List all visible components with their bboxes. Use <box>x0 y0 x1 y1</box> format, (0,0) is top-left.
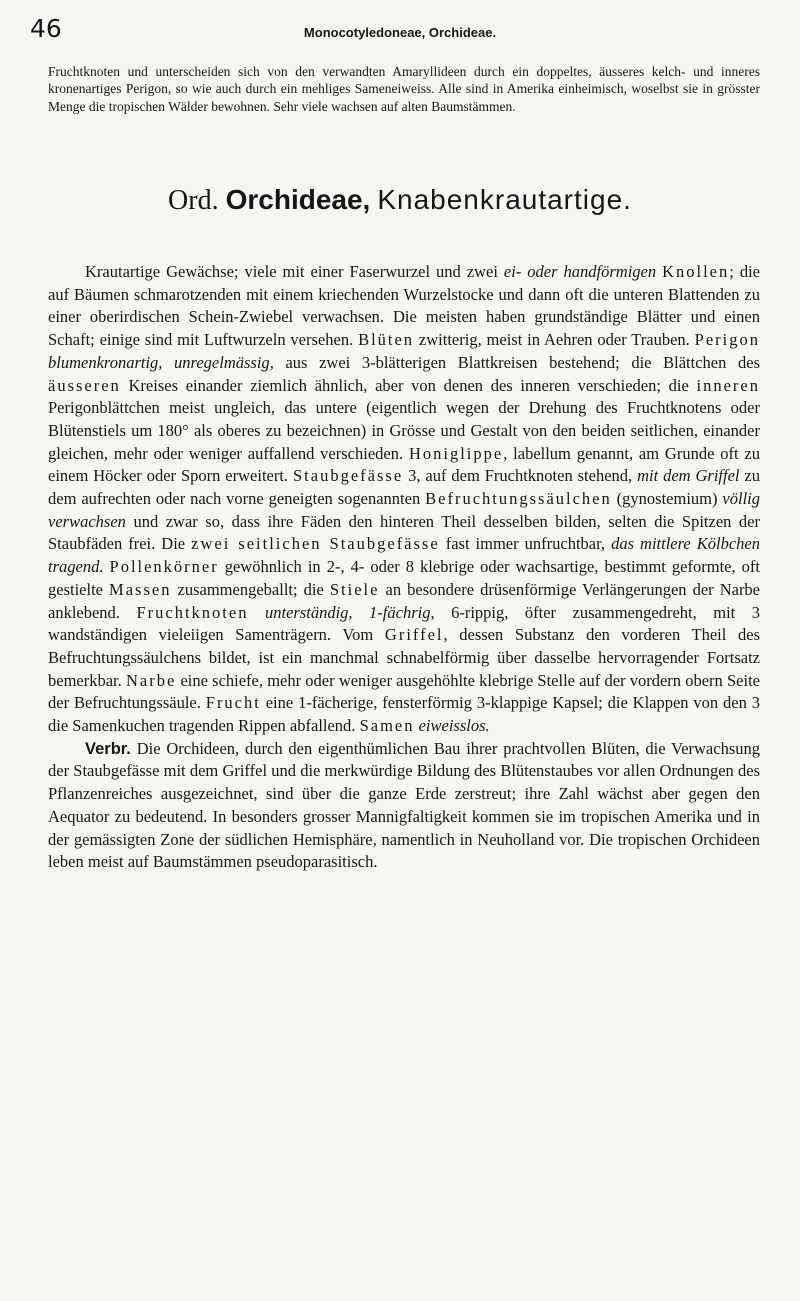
page-number: 46 <box>30 14 62 43</box>
spaced-term: Fruchtknoten <box>136 602 249 622</box>
italic-term: mit dem Griffel <box>637 466 740 486</box>
description-paragraph: Krautartige Gewächse; viele mit einer Faserwurzel und zwei ei- oder handförmigen Knollen; die auf Bäumen schmarotzenden mit einem kriechenden Wurzelstocke und dann oft die unteren Blattenden zu einer oberirdischen Schein-Zwiebel verwachsen. Die meisten haben grundständige Blätter und einen Schaft; einige sind mit Luftwurzeln versehen. Blüten zwitterig, meist in Aehren oder Trauben. Perigon blumenkronartig, unregelmässig, aus zwei 3-blätterigen Blattkreisen bestehend; die Blättchen des äusseren Kreises einander ziemlich ähnlich, aber von denen des inneren verschieden; die inneren Perigonblättchen meist ungleich, das untere (eigentlich wegen der Drehung des Fruchtknotens oder Blütenstiels um 180° als oberes zu bezeichnen) in Grösse und Gestalt von den beiden seitlichen, einander gleichen, mehr oder weniger auffallend verschieden. Honiglippe, labellum genannt, am Grunde oft zu einem Höcker oder Sporn erweitert. Staubgefässe 3, auf dem Fruchtknoten stehend, mit dem Griffel zu dem aufrechten oder nach vorne geneigten sogenannten Befruchtungssäulchen (gynostemium) völlig verwachsen und zwar so, dass ihre Fäden den hinteren Theil desselben bilden, selten die Spitzen der Staubfäden frei. Die zwei seitlichen Staubgefässe fast immer unfruchtbar, das mittlere Kölbchen tragend. Pollenkörner gewöhnlich in 2-, 4- oder 8 klebrige oder wachsartige, bestimmt geformte, oft gestielte Massen zusammengeballt; die Stiele an besondere drüsenförmige Verlängerungen der Narbe anklebend. Fruchtknoten unterständig, 1-fächrig, 6-rippig, öfter zusammengedreht, mit 3 wandständigen vieleiigen Samenträgern. Vom Griffel, dessen Substanz den vorderen Theil des Befruchtungssäulchens bildet, ist ein manchmal schnabelförmig über dasselbe hervorragender Fortsatz bemerkbar. Narbe eine schiefe, mehr oder weniger ausgehöhlte klebrige Stelle auf der vordern obern Seite der Befruchtungssäule. Frucht eine 1-fächerige, fensterförmig 3-klappige Kapsel; die Klappen von den 3 die Samenkuchen tragenden Rippen abfallend. Samen eiweisslos. <box>48 262 761 736</box>
spaced-term: zwei seitlichen Staubgefässe <box>191 534 440 554</box>
spaced-term: Frucht <box>205 693 261 713</box>
spaced-term: Massen <box>109 579 172 599</box>
intro-paragraph: Fruchtknoten und unterscheiden sich von den verwandten Amaryllideen durch ein doppeltes, äusseres kelch- und inneres kronenartiges Perigon, so wie auch durch ein mehliges Sameneiweiss. Alle sind in Amerika einheimisch, woselbst sie in grösster Menge die tropischen Wälder bewohnen. Sehr viele wachsen auf alten Baumstämmen. <box>48 64 760 114</box>
spaced-term: Staubgefässe <box>293 466 404 486</box>
italic-term: eiweisslos. <box>418 716 490 736</box>
main-text <box>48 261 760 874</box>
spaced-term: Griffel <box>384 625 444 645</box>
spaced-term: Narbe <box>125 670 177 690</box>
spaced-term: Perigon <box>694 330 760 350</box>
distribution-paragraph: Verbr. Die Orchideen, durch den eigenthümlichen Bau ihrer prachtvollen Blüten, die Verwachsung der Staubgefässe mit dem Griffel und die merkwürdige Bildung des Blütenstaubes vor allen Ordnungen des Pflanzenreiches ausgezeichnet, sind über die ganze Erde zerstreut; ihre Zahl wächst aber gegen den Aequator zu bedeutend. In besonders grosser Mannigfaltigkeit kommen sie im tropischen Amerika und in der gemässigten Zone der südlichen Hemisphäre, namentlich in Neuholland vor. Die tropischen Orchideen leben meist auf Baumstämmen pseudoparasitisch. <box>48 738 760 872</box>
spaced-term: inneren <box>696 375 760 395</box>
italic-term: ei- oder handförmigen <box>503 262 657 281</box>
section-german-name: Knabenkrautartige. <box>377 184 632 215</box>
bold-label: Verbr. <box>85 739 131 758</box>
section-order-name: Orchideae, <box>225 184 371 215</box>
italic-term: das mittlere Kölbchen tragend. <box>48 534 760 577</box>
italic-term: unterständig, 1-fächrig <box>264 602 431 622</box>
spaced-term: Knollen <box>662 262 730 281</box>
spaced-term: Blüten <box>358 330 415 350</box>
italic-term: blumenkronartig, unregelmässig <box>48 352 270 372</box>
spaced-term: Honiglippe <box>408 443 504 463</box>
spaced-term: Stiele <box>329 579 380 599</box>
spaced-term: Pollenkörner <box>109 557 219 577</box>
section-ord-label: Ord. <box>168 185 219 216</box>
section-heading <box>0 183 800 218</box>
intro-paragraph-block <box>48 63 760 115</box>
running-head <box>30 14 770 46</box>
running-head-title: Monocotyledoneae, Orchideae. <box>303 25 497 40</box>
spaced-term: Befruchtungssäulchen <box>425 489 612 509</box>
italic-term: völlig verwachsen <box>48 489 760 531</box>
spaced-term: äusseren <box>48 375 121 395</box>
spaced-term: Samen <box>359 716 415 736</box>
